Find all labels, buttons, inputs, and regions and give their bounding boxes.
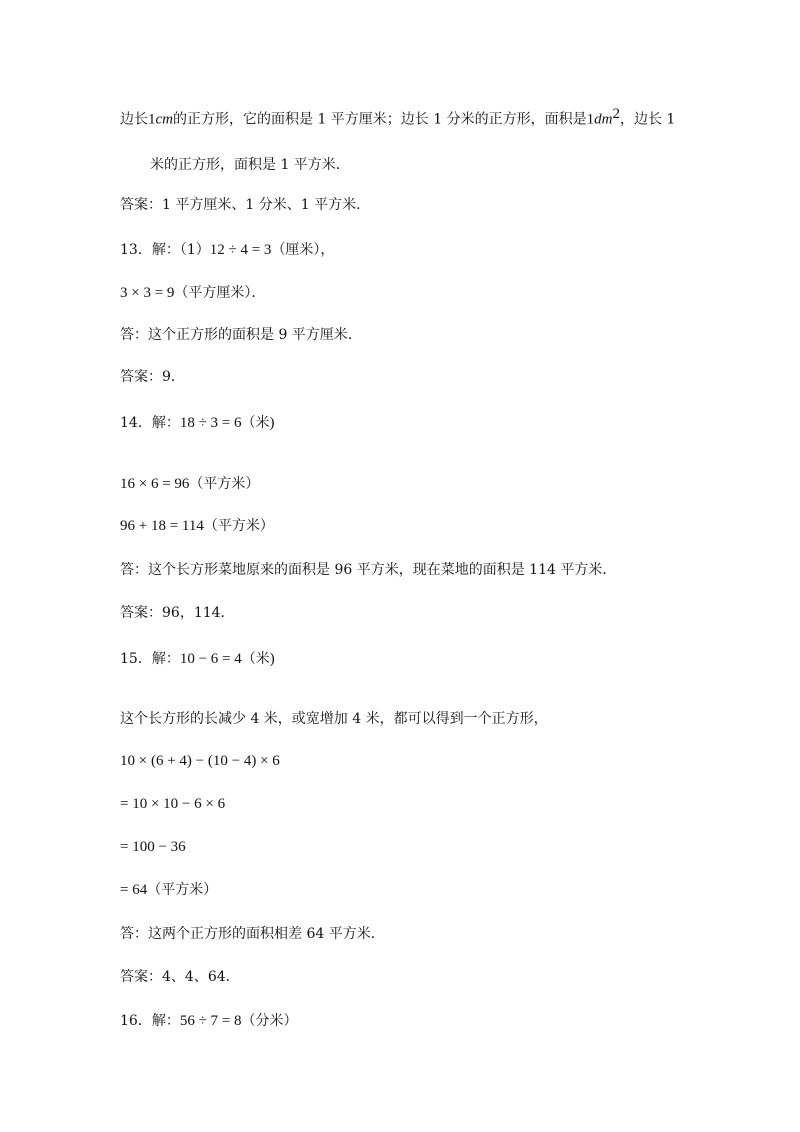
math-expression: = 64 [120,882,148,898]
text-line-l17 [120,837,186,857]
text-segment: （米 [241,415,270,431]
text-line-l18 [120,880,217,900]
math-expression: 16 × 6 = 96 [120,476,190,492]
math-expression: 10 − 6 = 4 [179,651,242,667]
text-line-l11 [120,560,616,580]
text-line-l15 [120,751,280,771]
text-line-l7 [120,367,185,387]
text-line-l4 [120,240,334,260]
text-line-l12 [120,603,235,623]
text-line-l16 [120,794,225,814]
text-line-l2 [150,155,350,175]
math-expression: = 10 × 10 − 6 × 6 [120,796,226,812]
text-segment: （平方米） [189,476,260,492]
math-expression: 12 ÷ 4 = 3 [209,242,272,258]
text-segment: 答案：1 平方厘米、1 分米、1 平方米． [120,197,371,213]
text-line-l21 [120,1011,298,1031]
text-line-l19 [120,924,385,944]
math-expression: cm [155,111,173,128]
text-segment: （米 [241,651,270,667]
text-segment: （平方厘米）． [174,285,266,301]
text-segment: 的正方形，它的面积是 1 平方厘米；边长 1 分米的正方形，面积是 [173,111,587,128]
text-segment: 16．解： [120,1013,180,1029]
math-expression: 3 × 3 = 9 [120,285,175,301]
text-segment: 答：这个正方形的面积是 9 平方厘米． [120,327,362,343]
text-segment: 13．解：（1） [120,242,210,258]
text-line-l13 [120,649,275,669]
math-expression: 96 + 18 = 114 [120,518,204,534]
text-segment: ，边长 1 [619,111,676,128]
text-segment: 米的正方形，面积是 1 平方米． [150,157,350,173]
text-line-l3 [120,195,370,215]
math-expression: 18 ÷ 3 = 6 [179,415,242,431]
text-line-l5 [120,283,265,303]
math-expression: = 100 − 36 [120,839,186,855]
text-segment: （平方米） [147,882,218,898]
text-line-l9 [120,474,259,494]
text-segment: 答：这两个正方形的面积相差 64 平方米． [120,926,385,942]
math-expression: 10 × (6 + 4) − (10 − 4) × 6 [120,753,280,769]
text-line-l6 [120,325,362,345]
text-segment: 答案：9． [120,369,185,385]
math-expression: dm [594,111,613,128]
text-segment: 15．解： [120,651,180,667]
text-line-l10 [120,516,274,536]
text-segment: 答案：96，114． [120,605,235,621]
text-segment: 边长 [120,111,148,128]
text-segment: 14．解： [120,415,180,431]
text-line-l14 [120,709,548,729]
text-line-l20 [120,967,240,987]
text-segment: 这个长方形的长减少 4 米，或宽增加 4 米，都可以得到一个正方形， [120,711,548,727]
text-segment: 答：这个长方形菜地原来的面积是 96 平方米，现在菜地的面积是 114 平方米． [120,562,617,578]
math-expression: ) [269,415,275,431]
text-line-l1 [120,104,675,130]
math-expression: 1 [586,111,595,128]
math-expression: 1 [148,111,156,128]
text-segment: （平方米） [203,518,274,534]
math-expression: 56 ÷ 7 = 8 [179,1013,242,1029]
math-expression: 2 [612,106,620,122]
text-segment: （分米） [241,1013,298,1029]
text-segment: 答案：4、4、64． [120,969,240,985]
math-expression: ) [269,651,275,667]
text-line-l8 [120,413,275,433]
text-segment: （厘米）， [271,242,335,258]
